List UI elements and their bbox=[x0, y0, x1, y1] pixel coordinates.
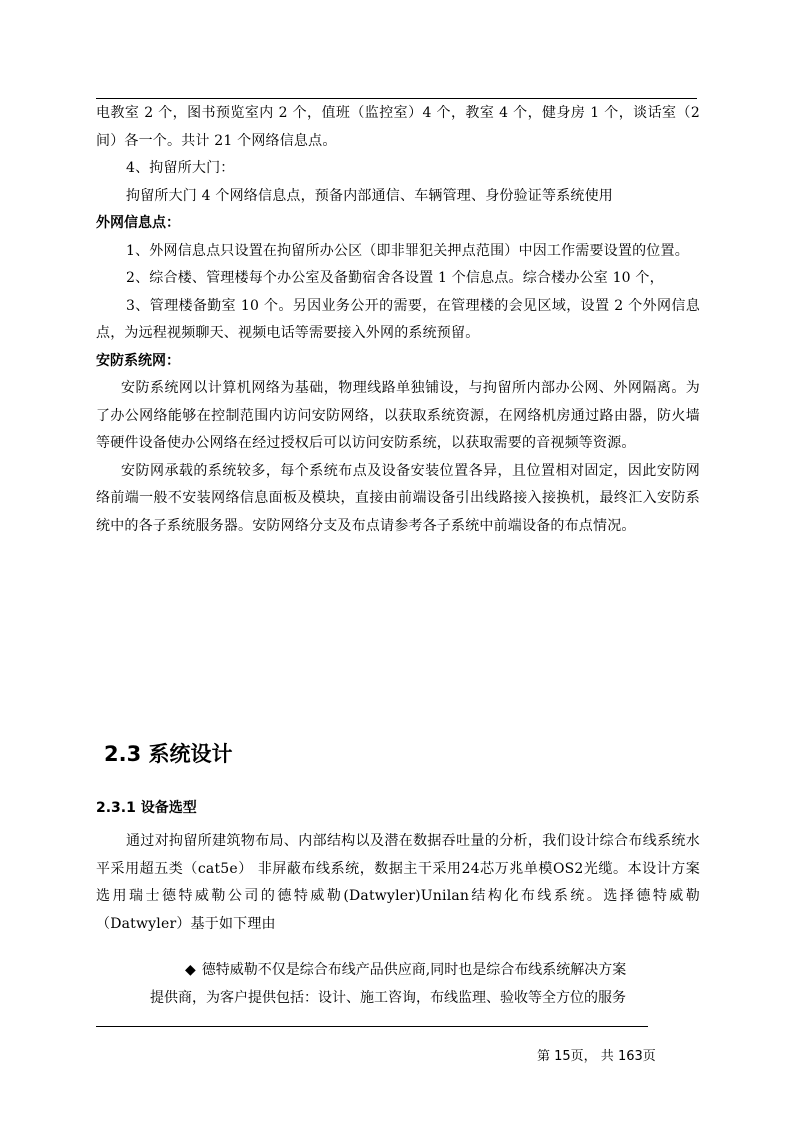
diamond-bullet-icon: ◆ bbox=[185, 962, 196, 978]
bullet-text-line-2: 提供商，为客户提供包括：设计、施工咨询，布线监理、验收等全方位的服务 bbox=[150, 989, 626, 1006]
document-body bbox=[96, 100, 700, 540]
bullet-text-line-1: 德特威勒不仅是综合布线产品供应商,同时也是综合布线系统解决方案 bbox=[201, 962, 627, 978]
header-rule bbox=[96, 98, 697, 99]
external-network-item-1: 1、外网信息点只设置在拘留所办公区（即非罪犯关押点范围）中因工作需要设置的位置。 bbox=[126, 242, 689, 259]
bullet-list bbox=[150, 957, 700, 1012]
continuation-paragraph: 电教室 2 个，图书预览室内 2 个，值班（监控室）4 个，教室 4 个，健身房 1 个，谈话室（2 间）各一个。共计 21 个网络信息点。 bbox=[96, 105, 700, 149]
external-network-heading: 外网信息点： bbox=[96, 215, 180, 231]
page-number: 第 15页， 共 163页 bbox=[537, 1049, 656, 1064]
item-4-text: 拘留所大门 4 个网络信息点，预备内部通信、车辆管理、身份验证等系统使用 bbox=[126, 187, 614, 204]
external-network-item-2: 2、综合楼、管理楼每个办公室及备勤宿舍各设置 1 个信息点。综合楼办公室 10 个， bbox=[126, 270, 664, 286]
section-heading: 2.3 系统设计 bbox=[104, 742, 233, 766]
security-network-paragraph-2: 安防网承载的系统较多，每个系统布点及设备安装位置各异，且位置相对固定，因此安防网络前端一般不安装网络信息面板及模块，直接由前端设备引出线路接入接换机，最终汇入安防系统中的各子系统服务器。安防网络分支及布点请参考各子系统中前端设备的布点情况。 bbox=[96, 462, 700, 534]
security-network-paragraph-1: 安防系统网以计算机网络为基础，物理线路单独铺设，与拘留所内部办公网、外网隔离。为了办公网络能够在控制范围内访问安防网络，以获取系统资源，在网络机房通过路由器，防火墙等硬件设备使办公网络在经过授权后可以访问安防系统，以获取需要的音视频等资源。 bbox=[96, 380, 700, 451]
subsection-heading: 2.3.1 设备选型 bbox=[96, 800, 197, 816]
footer-rule bbox=[96, 1026, 648, 1027]
security-network-heading: 安防系统网： bbox=[96, 352, 180, 369]
equipment-selection-paragraph: 通过对拘留所建筑物布局、内部结构以及潜在数据吞吐量的分析，我们设计综合布线系统水平采用超五类（cat5e） 非屏蔽布线系统，数据主干采用24芯万兆单模OS2光缆。本设计方案选用瑞士德特威勒公司的德特威勒(Datwyler)Unilan结构化布线系统。选择德特威勒（Datwyler）基于如下理由 bbox=[96, 833, 700, 932]
item-4-title: 4、拘留所大门： bbox=[126, 160, 235, 176]
external-network-item-3: 3、管理楼备勤室 10 个。另因业务公开的需要，在管理楼的会见区域，设置 2 个外网信息点，为远程视频聊天、视频电话等需要接入外网的系统预留。 bbox=[96, 297, 700, 341]
bullet-item bbox=[150, 957, 700, 985]
section-body bbox=[96, 828, 700, 938]
